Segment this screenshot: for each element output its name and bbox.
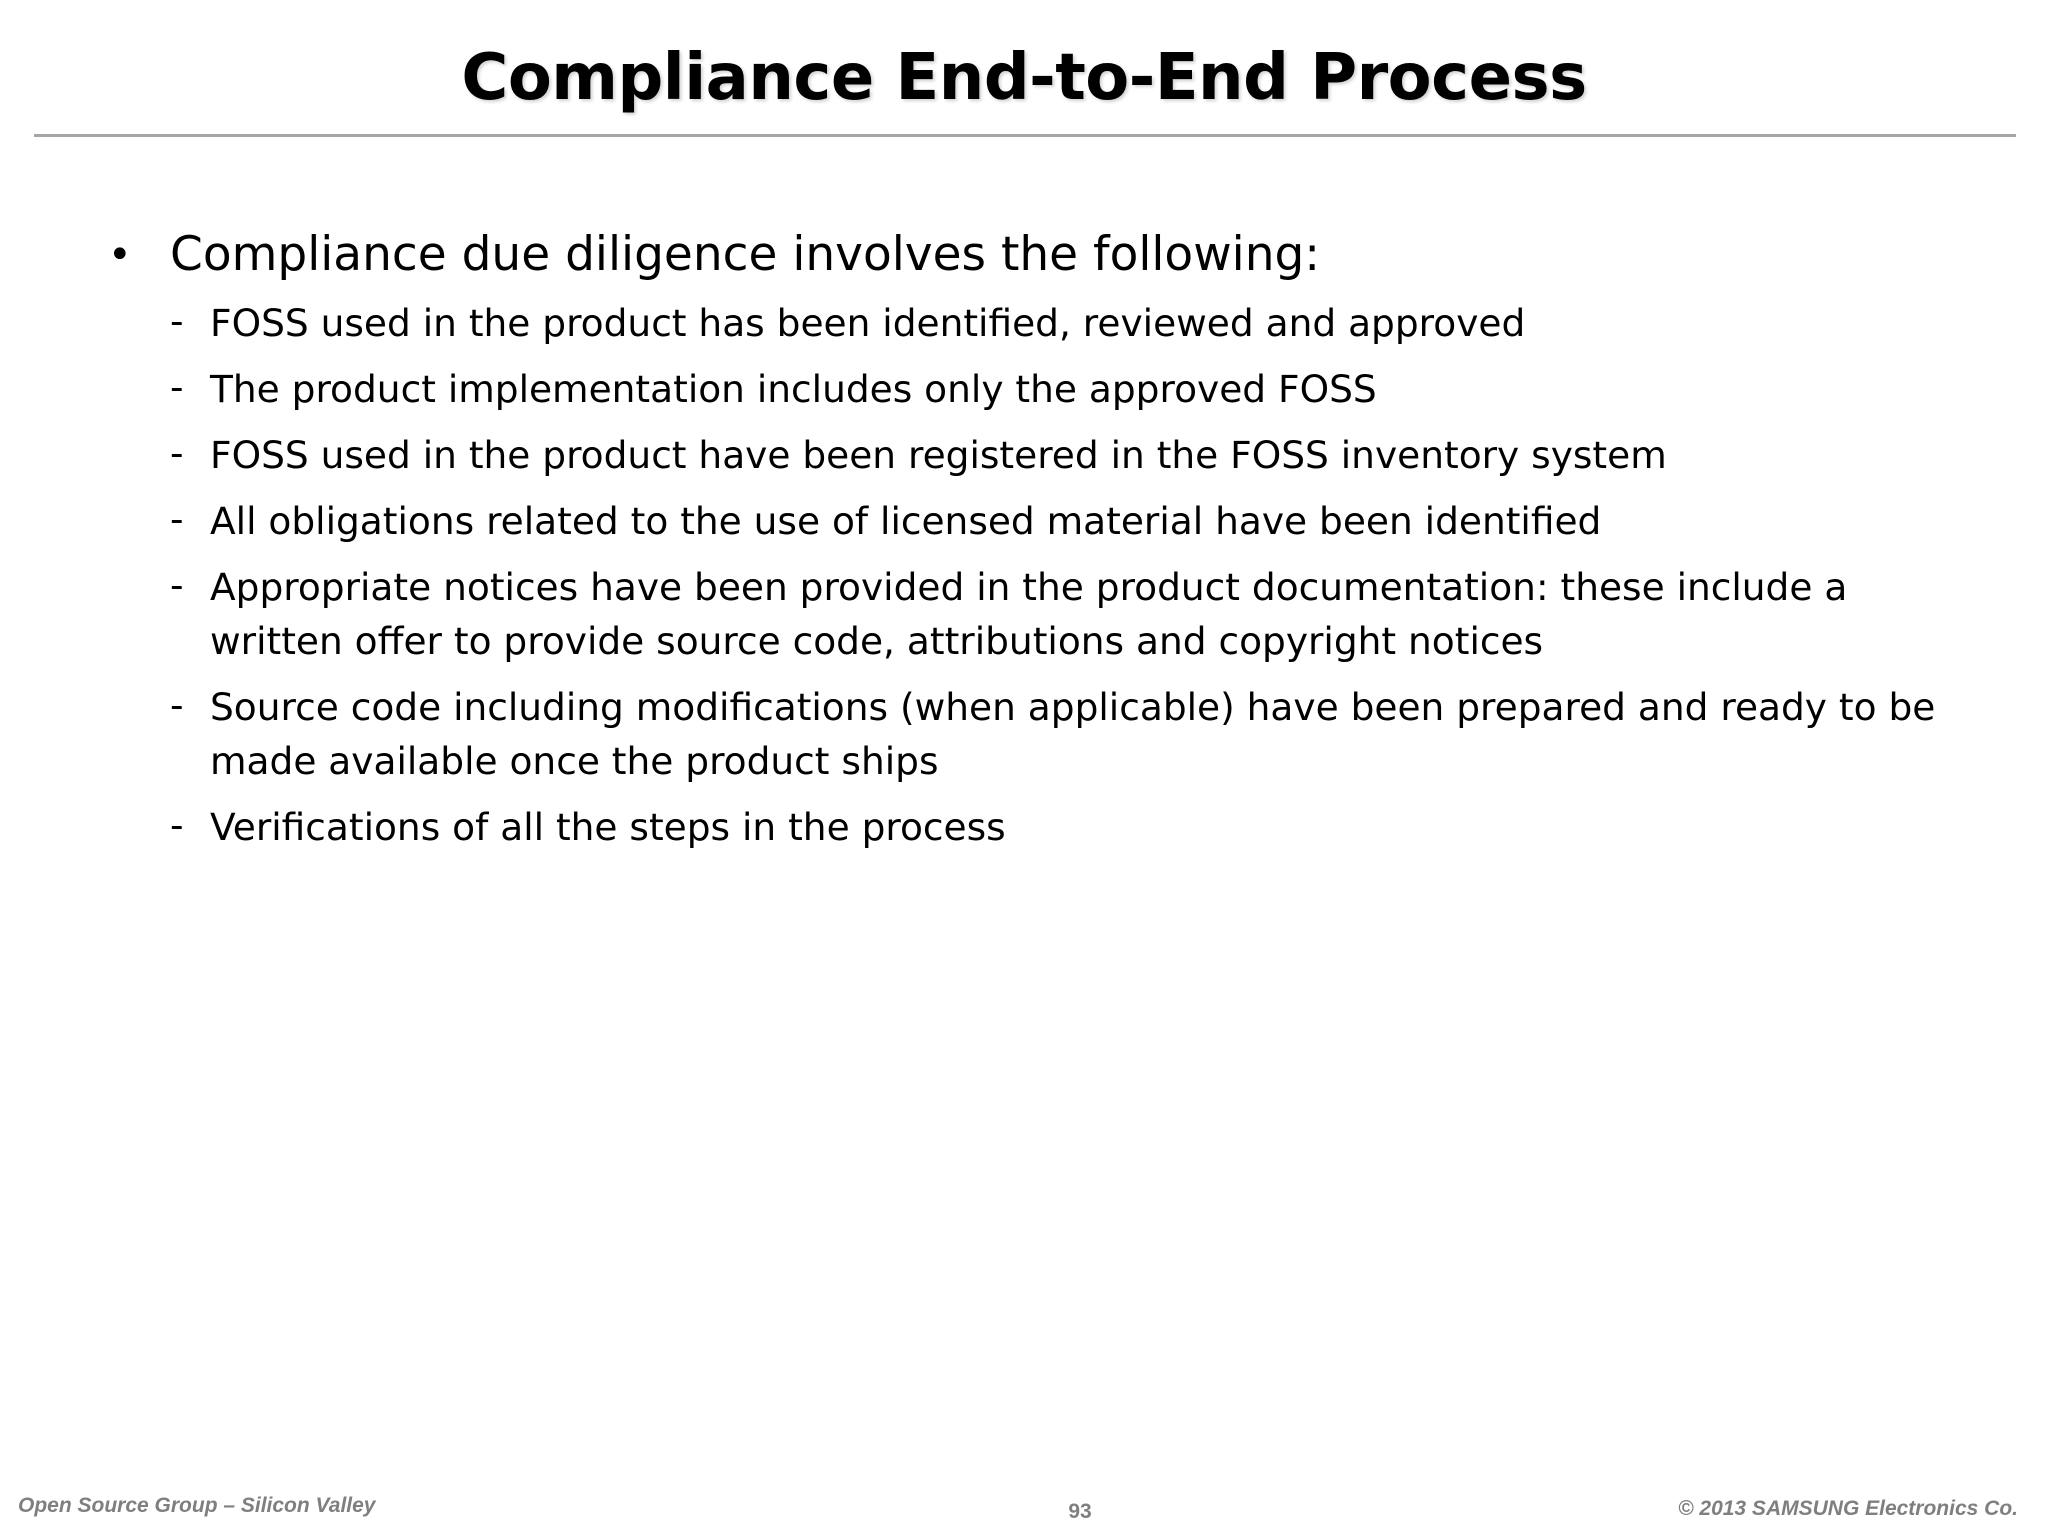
sub-bullet-item	[108, 362, 1988, 416]
sub-bullet-text: All obligations related to the use of licensed material have been identified	[210, 499, 1602, 543]
title-divider	[34, 134, 2016, 137]
sub-bullet-text: The product implementation includes only the approved FOSS	[210, 367, 1377, 411]
slide-title: Compliance End-to-End Process	[461, 41, 1587, 115]
dash-icon: -	[170, 683, 184, 727]
dash-icon: -	[170, 563, 184, 607]
sub-bullet-item	[108, 494, 1988, 548]
sub-bullet-item	[108, 680, 1988, 788]
dash-icon: -	[170, 299, 184, 343]
sub-bullet-list	[108, 296, 1988, 854]
dash-icon: -	[170, 803, 184, 847]
sub-bullet-item	[108, 428, 1988, 482]
footer-copyright: © 2013 SAMSUNG Electronics Co.	[1678, 1497, 2018, 1520]
sub-bullet-text: FOSS used in the product has been identified, reviewed and approved	[210, 301, 1526, 345]
sub-bullet-item	[108, 560, 1988, 668]
main-bullet	[108, 224, 1988, 286]
page-number: 93	[1068, 1500, 1092, 1523]
sub-bullet-text: Source code including modifications (when applicable) have been prepared and ready to be made available once the product ships	[210, 685, 1936, 783]
sub-bullet-item	[108, 800, 1988, 854]
dash-icon: -	[170, 497, 184, 541]
slide-content	[108, 224, 1988, 866]
sub-bullet-text: FOSS used in the product have been registered in the FOSS inventory system	[210, 433, 1667, 477]
sub-bullet-item	[108, 296, 1988, 350]
dash-icon: -	[170, 365, 184, 409]
footer-group-label: Open Source Group – Silicon Valley	[18, 1494, 376, 1517]
sub-bullet-text: Appropriate notices have been provided in the product documentation: these include a written offer to provide source code, attributions and copyright notices	[210, 565, 1848, 663]
main-bullet-text: Compliance due diligence involves the following:	[170, 227, 1321, 282]
bullet-icon: •	[108, 232, 132, 278]
dash-icon: -	[170, 431, 184, 475]
sub-bullet-text: Verifications of all the steps in the process	[210, 805, 1006, 849]
